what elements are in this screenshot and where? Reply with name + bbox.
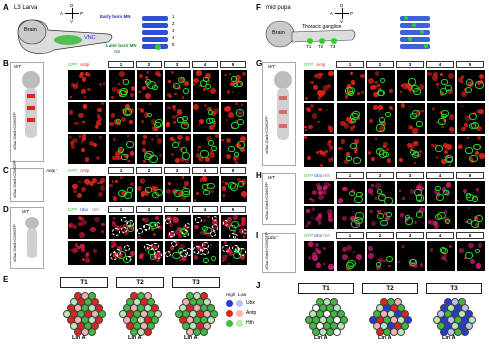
cluster-cell xyxy=(144,328,152,336)
panel-f-letter: F xyxy=(256,3,261,12)
microscopy-image xyxy=(337,206,365,229)
microscopy-image xyxy=(457,103,485,134)
legend-antp-high-dot xyxy=(226,310,233,317)
microscopy-image xyxy=(221,102,247,132)
pupa-t1-label: T1 xyxy=(306,44,312,49)
legend-hth-label: Hth xyxy=(246,320,254,326)
panel-e-letter: E xyxy=(3,275,9,284)
panel-j-letter: J xyxy=(256,281,261,290)
microscopy-image xyxy=(109,215,135,239)
legend-antp: Antp xyxy=(80,62,90,67)
axis-v-label: V xyxy=(70,19,74,24)
microscopy-image xyxy=(367,70,395,101)
pupa-brain-label: Brain xyxy=(272,30,285,36)
col-4: 4 xyxy=(426,232,454,239)
pupa-t3-label: T3 xyxy=(330,44,336,49)
panel-g-genotype-wt: WT xyxy=(268,64,275,69)
legend-hth: Hth xyxy=(323,173,331,178)
cluster-cell xyxy=(397,328,405,336)
legend-antp-label: Antp xyxy=(246,310,257,316)
microscopy-image xyxy=(109,102,135,132)
mn-stack-numbers: 1 2 3 4 5 xyxy=(172,14,175,47)
panel-b-vnc-icon xyxy=(20,70,42,152)
panel-e-t2-box: T2 xyxy=(116,277,164,288)
cluster-cell xyxy=(200,328,208,336)
microscopy-image xyxy=(109,241,135,265)
microscopy-image xyxy=(193,241,219,265)
col-5: 5 xyxy=(456,172,484,179)
axis-p-label: P xyxy=(80,11,84,16)
microscopy-image xyxy=(68,241,106,265)
panel-b-letter: B xyxy=(3,59,9,68)
microscopy-image xyxy=(68,134,106,164)
axis-d-label: D xyxy=(340,3,344,8)
microscopy-image xyxy=(397,103,425,134)
microscopy-image xyxy=(137,176,163,202)
microscopy-image xyxy=(337,103,365,134)
panel-d-genotype: vGlut-Gal4>CD8GFP xyxy=(12,224,17,262)
microscopy-image xyxy=(457,70,485,101)
microscopy-image xyxy=(304,241,334,271)
microscopy-image xyxy=(337,136,365,167)
legend-ubx-low-dot xyxy=(236,300,243,307)
col-2: 2 xyxy=(366,172,394,179)
microscopy-image xyxy=(427,181,455,204)
col-3: 3 xyxy=(396,61,424,68)
cluster-cell xyxy=(88,328,96,336)
legend-hth: Hth xyxy=(92,207,100,212)
microscopy-image xyxy=(165,176,191,202)
col-1: 1 xyxy=(108,206,134,213)
microscopy-image xyxy=(68,70,106,100)
panel-i-header xyxy=(304,232,486,239)
panel-e-t1-box: T1 xyxy=(60,277,108,288)
panel-j-lin-a-3: Lin A xyxy=(442,335,456,341)
legend-gfp: GFP xyxy=(68,168,78,173)
col-3: 3 xyxy=(396,172,424,179)
microscopy-image xyxy=(165,241,191,265)
microscopy-image xyxy=(427,70,455,101)
microscopy-image xyxy=(68,176,106,202)
microscopy-image xyxy=(304,206,334,229)
panel-a-title: L3 Larva xyxy=(14,5,38,11)
legend-ubx: Ubx xyxy=(80,207,89,212)
col-3: 3 xyxy=(164,206,190,213)
panel-f-title: mid pupa xyxy=(266,5,291,11)
panel-b-genotype-wt: WT xyxy=(14,64,21,69)
col-5: 5 xyxy=(456,232,484,239)
microscopy-image xyxy=(193,215,219,239)
panel-e-lin-a-1: Lin A xyxy=(72,335,86,341)
microscopy-image xyxy=(367,103,395,134)
brain-label: Brain xyxy=(24,27,37,33)
panel-j-lin-a-2: Lin A xyxy=(378,335,392,341)
panel-h-header xyxy=(304,172,486,179)
legend-antp-low-dot xyxy=(236,310,243,317)
microscopy-image xyxy=(165,70,191,100)
microscopy-image xyxy=(193,176,219,202)
panel-e-t3-box: T3 xyxy=(172,277,220,288)
legend-ubx: Ubx xyxy=(314,173,323,178)
microscopy-image xyxy=(457,241,485,271)
microscopy-image xyxy=(457,206,485,229)
col-5: 5 xyxy=(456,61,484,68)
panel-e-lin-a-2: Lin A xyxy=(128,335,142,341)
panel-d-letter: D xyxy=(3,205,9,214)
axis-d-label: D xyxy=(70,3,74,8)
legend-antp: Antp xyxy=(80,168,90,173)
panel-i-genotype-mutant: Ubx⁻ xyxy=(268,235,279,240)
microscopy-image xyxy=(457,181,485,204)
legend-hth-low-dot xyxy=(236,320,243,327)
col-1: 1 xyxy=(336,172,364,179)
microscopy-image xyxy=(109,176,135,202)
microscopy-image xyxy=(137,215,163,239)
cluster-cell xyxy=(461,328,469,336)
col-2: 2 xyxy=(136,206,162,213)
col-4: 4 xyxy=(426,61,454,68)
microscopy-image xyxy=(397,136,425,167)
panel-g-vnc-icon xyxy=(272,70,294,154)
panel-c-genotype-mutant: Antp⁻ xyxy=(46,168,58,173)
microscopy-image xyxy=(337,241,365,271)
panel-h-genotype-wt: WT xyxy=(268,175,275,180)
microscopy-image xyxy=(193,102,219,132)
panel-c-letter: C xyxy=(3,166,9,175)
vnc-label: VNC xyxy=(84,35,96,41)
legend-gfp: GFP xyxy=(304,173,314,178)
col-5: 5 xyxy=(220,61,246,68)
panel-b-genotype: vGlut-Gal4>CD8GFP xyxy=(12,112,17,150)
legend-gfp: GFP xyxy=(304,233,314,238)
legend-high: High xyxy=(226,292,236,297)
panel-a-letter: A xyxy=(3,3,9,12)
legend-hth: Hth xyxy=(323,233,331,238)
col-1: 1 xyxy=(336,61,364,68)
panel-c-genotype: vGlut-Gal4>CD8GFP xyxy=(12,160,17,198)
early-mn-label: Early born MN xyxy=(100,14,131,19)
legend-antp: Antp xyxy=(316,62,326,67)
axis-p-label: P xyxy=(350,11,354,16)
col-3: 3 xyxy=(164,167,190,174)
microscopy-image xyxy=(221,241,247,265)
microscopy-image xyxy=(221,215,247,239)
microscopy-image xyxy=(137,102,163,132)
col-2: 2 xyxy=(366,61,394,68)
microscopy-image xyxy=(165,134,191,164)
col-3: 3 xyxy=(396,232,424,239)
panel-g-genotype: vGlut-Gal4>CD8GFP xyxy=(264,116,269,154)
microscopy-image xyxy=(397,181,425,204)
microscopy-image xyxy=(221,134,247,164)
col-2: 2 xyxy=(136,61,162,68)
panel-h-letter: H xyxy=(256,171,262,180)
panel-d-vnc-icon xyxy=(24,216,40,262)
microscopy-image xyxy=(304,181,334,204)
microscopy-image xyxy=(427,136,455,167)
microscopy-image xyxy=(304,136,334,167)
microscopy-image xyxy=(457,136,485,167)
legend-ubx-high-dot xyxy=(226,300,233,307)
col-1: 1 xyxy=(336,232,364,239)
col-5: 5 xyxy=(220,167,246,174)
microscopy-image xyxy=(337,181,365,204)
microscopy-image xyxy=(304,70,334,101)
panel-e-lin-a-3: Lin A xyxy=(184,335,198,341)
legend-low: Low xyxy=(238,292,247,297)
panel-d-genotype-wt: WT xyxy=(22,209,29,214)
legend-ubx: Ubx xyxy=(314,233,323,238)
microscopy-image xyxy=(397,206,425,229)
cluster-cell xyxy=(333,328,341,336)
panel-j-t2-box: T2 xyxy=(362,283,418,294)
panel-j-t1-box: T1 xyxy=(298,283,354,294)
microscopy-image xyxy=(68,102,106,132)
microscopy-image xyxy=(367,206,395,229)
axis-v-label: V xyxy=(340,19,344,24)
pupa-schematic xyxy=(262,16,362,56)
panel-c-header xyxy=(68,167,248,174)
col-4: 4 xyxy=(192,61,218,68)
col-4: 4 xyxy=(192,206,218,213)
microscopy-image xyxy=(165,102,191,132)
pupa-t2-label: T2 xyxy=(318,44,324,49)
microscopy-image xyxy=(367,241,395,271)
col-4: 4 xyxy=(192,167,218,174)
legend-ubx-label: Ubx xyxy=(246,300,255,306)
pupa-mn-stack xyxy=(398,14,446,54)
col-2: 2 xyxy=(136,167,162,174)
axis-a-label: A xyxy=(330,11,334,16)
microscopy-image xyxy=(221,176,247,202)
panel-g-header xyxy=(304,61,486,68)
microscopy-image xyxy=(137,70,163,100)
col-5: 5 xyxy=(220,206,246,213)
microscopy-image xyxy=(337,70,365,101)
microscopy-image xyxy=(367,181,395,204)
microscopy-image xyxy=(165,215,191,239)
microscopy-image xyxy=(109,70,135,100)
panel-i-genotype: vGlut-Gal4>CD8GFP xyxy=(264,232,269,270)
panel-g-letter: G xyxy=(256,59,263,68)
panel-j-t3-box: T3 xyxy=(426,283,482,294)
col-1: 1 xyxy=(108,167,134,174)
panel-d-header xyxy=(68,206,248,213)
microscopy-image xyxy=(137,241,163,265)
microscopy-image xyxy=(137,134,163,164)
microscopy-image xyxy=(427,206,455,229)
microscopy-image xyxy=(397,241,425,271)
legend-hth-high-dot xyxy=(226,320,233,327)
panel-b-header xyxy=(68,61,248,68)
microscopy-image xyxy=(221,70,247,100)
microscopy-image xyxy=(427,241,455,271)
microscopy-image xyxy=(109,134,135,164)
legend-gfp: GFP xyxy=(304,62,314,67)
legend-gfp: GFP xyxy=(68,62,78,67)
later-mn-label: Later born MN xyxy=(106,43,137,48)
axis-a-label: A xyxy=(60,11,64,16)
panel-j-lin-a-1: Lin A xyxy=(314,335,328,341)
microscopy-image xyxy=(68,215,106,239)
microscopy-image xyxy=(193,134,219,164)
microscopy-image xyxy=(367,136,395,167)
nb-label: NB xyxy=(114,49,121,54)
panel-h-genotype: vGlut-Gal4>CD8GFP xyxy=(264,182,269,220)
col-1: 1 xyxy=(108,61,134,68)
col-3: 3 xyxy=(164,61,190,68)
col-4: 4 xyxy=(426,172,454,179)
thoracic-ganglion-label: Thoracic ganglion xyxy=(302,24,342,30)
microscopy-image xyxy=(397,70,425,101)
microscopy-image xyxy=(193,70,219,100)
microscopy-image xyxy=(427,103,455,134)
col-2: 2 xyxy=(366,232,394,239)
microscopy-image xyxy=(304,103,334,134)
legend-gfp: GFP xyxy=(68,207,78,212)
panel-i-letter: I xyxy=(256,231,259,240)
